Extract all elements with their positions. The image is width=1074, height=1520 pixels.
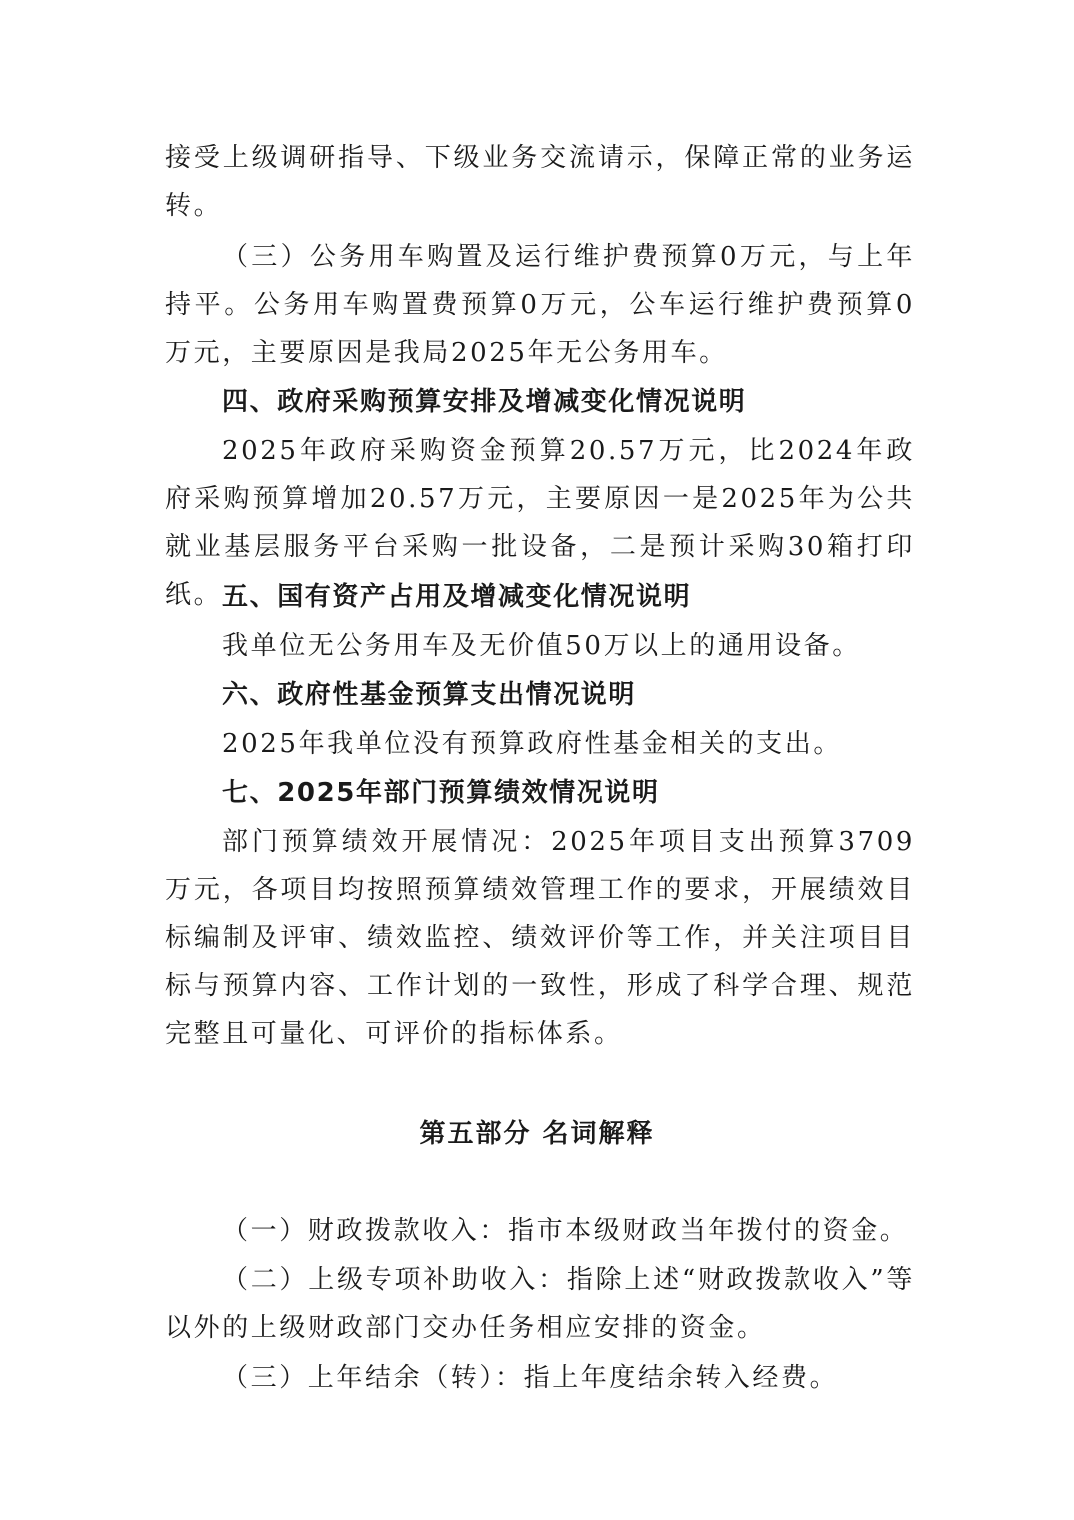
definition-fiscal-appropriation: （一）财政拨款收入：指市本级财政当年拨付的资金。 [222,1216,909,1246]
paragraph-procurement: 2025年政府采购资金预算20.57万元，比2024年政府采购预算增加20.57万元，主要原因一是2025年为公共就业基层服务平台采购一批设备，二是预计采购30箱打印纸。 [165,436,915,610]
section-title-part5: 第五部分 名词解释 [419,1119,655,1149]
heading-government-fund: 六、政府性基金预算支出情况说明 [222,680,637,710]
heading-state-assets: 五、国有资产占用及增减变化情况说明 [222,582,692,612]
definition-prior-year-balance: （三）上年结余（转）：指上年度结余转入经费。 [222,1363,839,1393]
paragraph-continuation: 接受上级调研指导、下级业务交流请示，保障正常的业务运转。 [165,143,915,221]
definition-special-subsidy: （二）上级专项补助收入：指除上述“财政拨款收入”等以外的上级财政部门交办任务相应安排的资金。 [165,1265,915,1343]
paragraph-government-fund: 2025年我单位没有预算政府性基金相关的支出。 [222,729,842,759]
heading-procurement: 四、政府采购预算安排及增减变化情况说明 [222,387,747,417]
paragraph-state-assets: 我单位无公务用车及无价值50万以上的通用设备。 [222,631,861,661]
paragraph-vehicle-budget: （三）公务用车购置及运行维护费预算0万元，与上年持平。公务用车购置费预算0万元，公车运行维护费预算0万元，主要原因是我局2025年无公务用车。 [165,242,915,368]
paragraph-performance: 部门预算绩效开展情况：2025年项目支出预算3709万元，各项目均按照预算绩效管理工作的要求，开展绩效目标编制及评审、绩效监控、绩效评价等工作，并关注项目目标与预算内容、工作计划的一致性，形成了科学合理、规范完整且可量化、可评价的指标体系。 [165,827,915,1049]
heading-performance: 七、2025年部门预算绩效情况说明 [222,778,660,808]
